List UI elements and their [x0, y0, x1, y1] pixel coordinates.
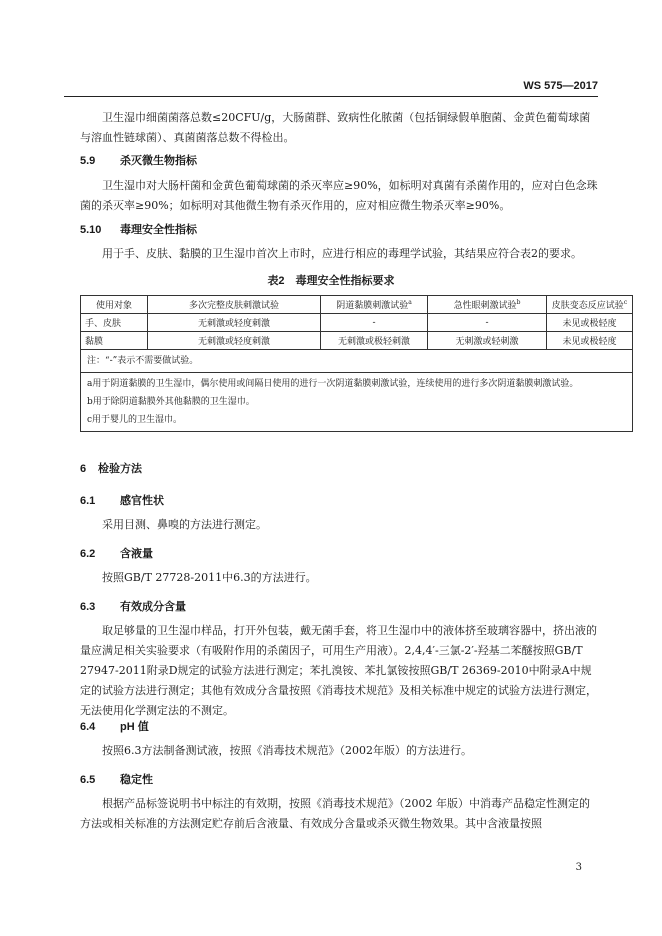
paragraph-6-5: 根据产品标签说明书中标注的有效期，按照《消毒技术规范》（2002 年版）中消毒产品稳定性测定的方法或相关标准的方法测定贮存前后含液量、有效成分含量或杀灭微生物效果。其中含液量按照 — [80, 797, 590, 830]
table-header-cell: 急性眼刺激试验$^b$ — [428, 296, 547, 314]
section-title: 有效成分含量 — [120, 601, 186, 613]
table-header-cell: 阴道黏膜刺激试验$^a$ — [321, 296, 428, 314]
section-number: 6.4 — [80, 721, 96, 733]
standard-number: WS 575—2017 — [523, 80, 598, 92]
footnote-b: b用于除阴道黏膜外其他黏膜的卫生湿巾。 — [87, 397, 255, 407]
section-title: 杀灭微生物指标 — [120, 155, 197, 167]
paragraph-5-10: 用于手、皮肤、黏膜的卫生湿巾首次上市时，应进行相应的毒理学试验，其结果应符合表2的要求。 — [102, 247, 582, 260]
section-number: 5.9 — [80, 155, 96, 167]
section-number: 5.10 — [80, 224, 102, 236]
table-header-row — [81, 296, 633, 314]
table-cell: - — [321, 314, 428, 332]
section-number: 6 — [80, 463, 87, 475]
table-header-cell: 皮肤变态反应试验$^c$ — [547, 296, 633, 314]
section-title: 稳定性 — [120, 774, 153, 786]
table-note-main: 注：“-”表示不需要做试验。 — [81, 350, 633, 373]
section-title: 感官性状 — [120, 495, 164, 507]
table-row — [81, 332, 633, 350]
table-footnotes-row — [81, 373, 633, 432]
table-caption: 表2 毒理安全性指标要求 — [267, 275, 395, 287]
paragraph-6-3: 取足够量的卫生湿巾样品，打开外包装，戴无菌手套，将卫生湿巾中的液体挤至玻璃容器中，挤出液的量应满足相关实验要求（有吸附作用的杀菌因子，可用生产用液）。2,4,4′-三氯-2′-羟基二苯醚按照GB/T 27947-2011附录D规定的试验方法进行测定；苯扎溴铵、苯扎氯铵按照GB/T 26369-2010中附录A中规定的试验方法进行测定；其他有效成分含量按照《消毒技术规范》及相关标准中规定的试验方法进行测定，无法使用化学测定法的不测定。 — [80, 624, 597, 717]
table-row — [81, 314, 633, 332]
section-number: 6.1 — [80, 495, 96, 507]
header-rule — [64, 96, 598, 97]
page-number: 3 — [575, 862, 582, 873]
paragraph-bacteria: 卫生湿巾细菌菌落总数≤20CFU/g，大肠菌群、致病性化脓菌（包括铜绿假单胞菌、金黄色葡萄球菌与溶血性链球菌）、真菌菌落总数不得检出。 — [80, 111, 591, 144]
footnote-c: c用于婴儿的卫生湿巾。 — [87, 415, 183, 425]
section-6-2-heading — [80, 545, 153, 561]
section-5-10-heading — [80, 221, 197, 237]
section-6-3-heading — [80, 598, 186, 614]
table-header-cell: 多次完整皮肤刺激试验 — [148, 296, 321, 314]
section-6-1-heading — [80, 492, 164, 508]
table-cell: 未见或极轻度 — [547, 314, 633, 332]
table-cell: 手、皮肤 — [81, 314, 148, 332]
table-header-cell: 使用对象 — [81, 296, 148, 314]
table-cell: 未见或极轻度 — [547, 332, 633, 350]
section-title: 毒理安全性指标 — [120, 224, 197, 236]
section-6-heading — [80, 460, 142, 476]
table-cell: 无刺激或极轻刺激 — [321, 332, 428, 350]
section-6-5-heading — [80, 771, 153, 787]
section-number: 6.5 — [80, 774, 96, 786]
paragraph-6-2: 按照GB/T 27728-2011中6.3的方法进行。 — [102, 571, 317, 584]
section-5-9-heading — [80, 152, 197, 168]
table-cell: 无刺激或轻度刺激 — [148, 332, 321, 350]
section-title: 检验方法 — [98, 463, 142, 475]
table-cell: 无刺激或轻刺激 — [428, 332, 547, 350]
footnote-a: a用于阴道黏膜的卫生湿巾，偶尔使用或间隔日使用的进行一次阴道黏膜刺激试验，连续使用的进行多次阴道黏膜刺激试验。 — [87, 379, 579, 389]
table-cell: 黏膜 — [81, 332, 148, 350]
toxicity-table — [80, 295, 633, 432]
section-number: 6.2 — [80, 548, 96, 560]
section-title: pH 值 — [120, 721, 149, 733]
paragraph-5-9: 卫生湿巾对大肠杆菌和金黄色葡萄球菌的杀灭率应≥90%，如标明对真菌有杀菌作用的，应对白色念珠菌的杀灭率≥90%；如标明对其他微生物有杀灭作用的，应对相应微生物杀灭率≥90%。 — [80, 179, 598, 212]
table-note-main-row — [81, 350, 633, 373]
table-footnotes — [81, 373, 633, 432]
paragraph-6-1: 采用目测、鼻嗅的方法进行测定。 — [102, 518, 267, 531]
section-6-4-heading — [80, 718, 149, 734]
section-title: 含液量 — [120, 548, 153, 560]
section-number: 6.3 — [80, 601, 96, 613]
table-cell: 无刺激或轻度刺激 — [148, 314, 321, 332]
table-cell: - — [428, 314, 547, 332]
paragraph-6-4: 按照6.3方法制备测试液，按照《消毒技术规范》（2002年版）的方法进行。 — [102, 744, 472, 757]
